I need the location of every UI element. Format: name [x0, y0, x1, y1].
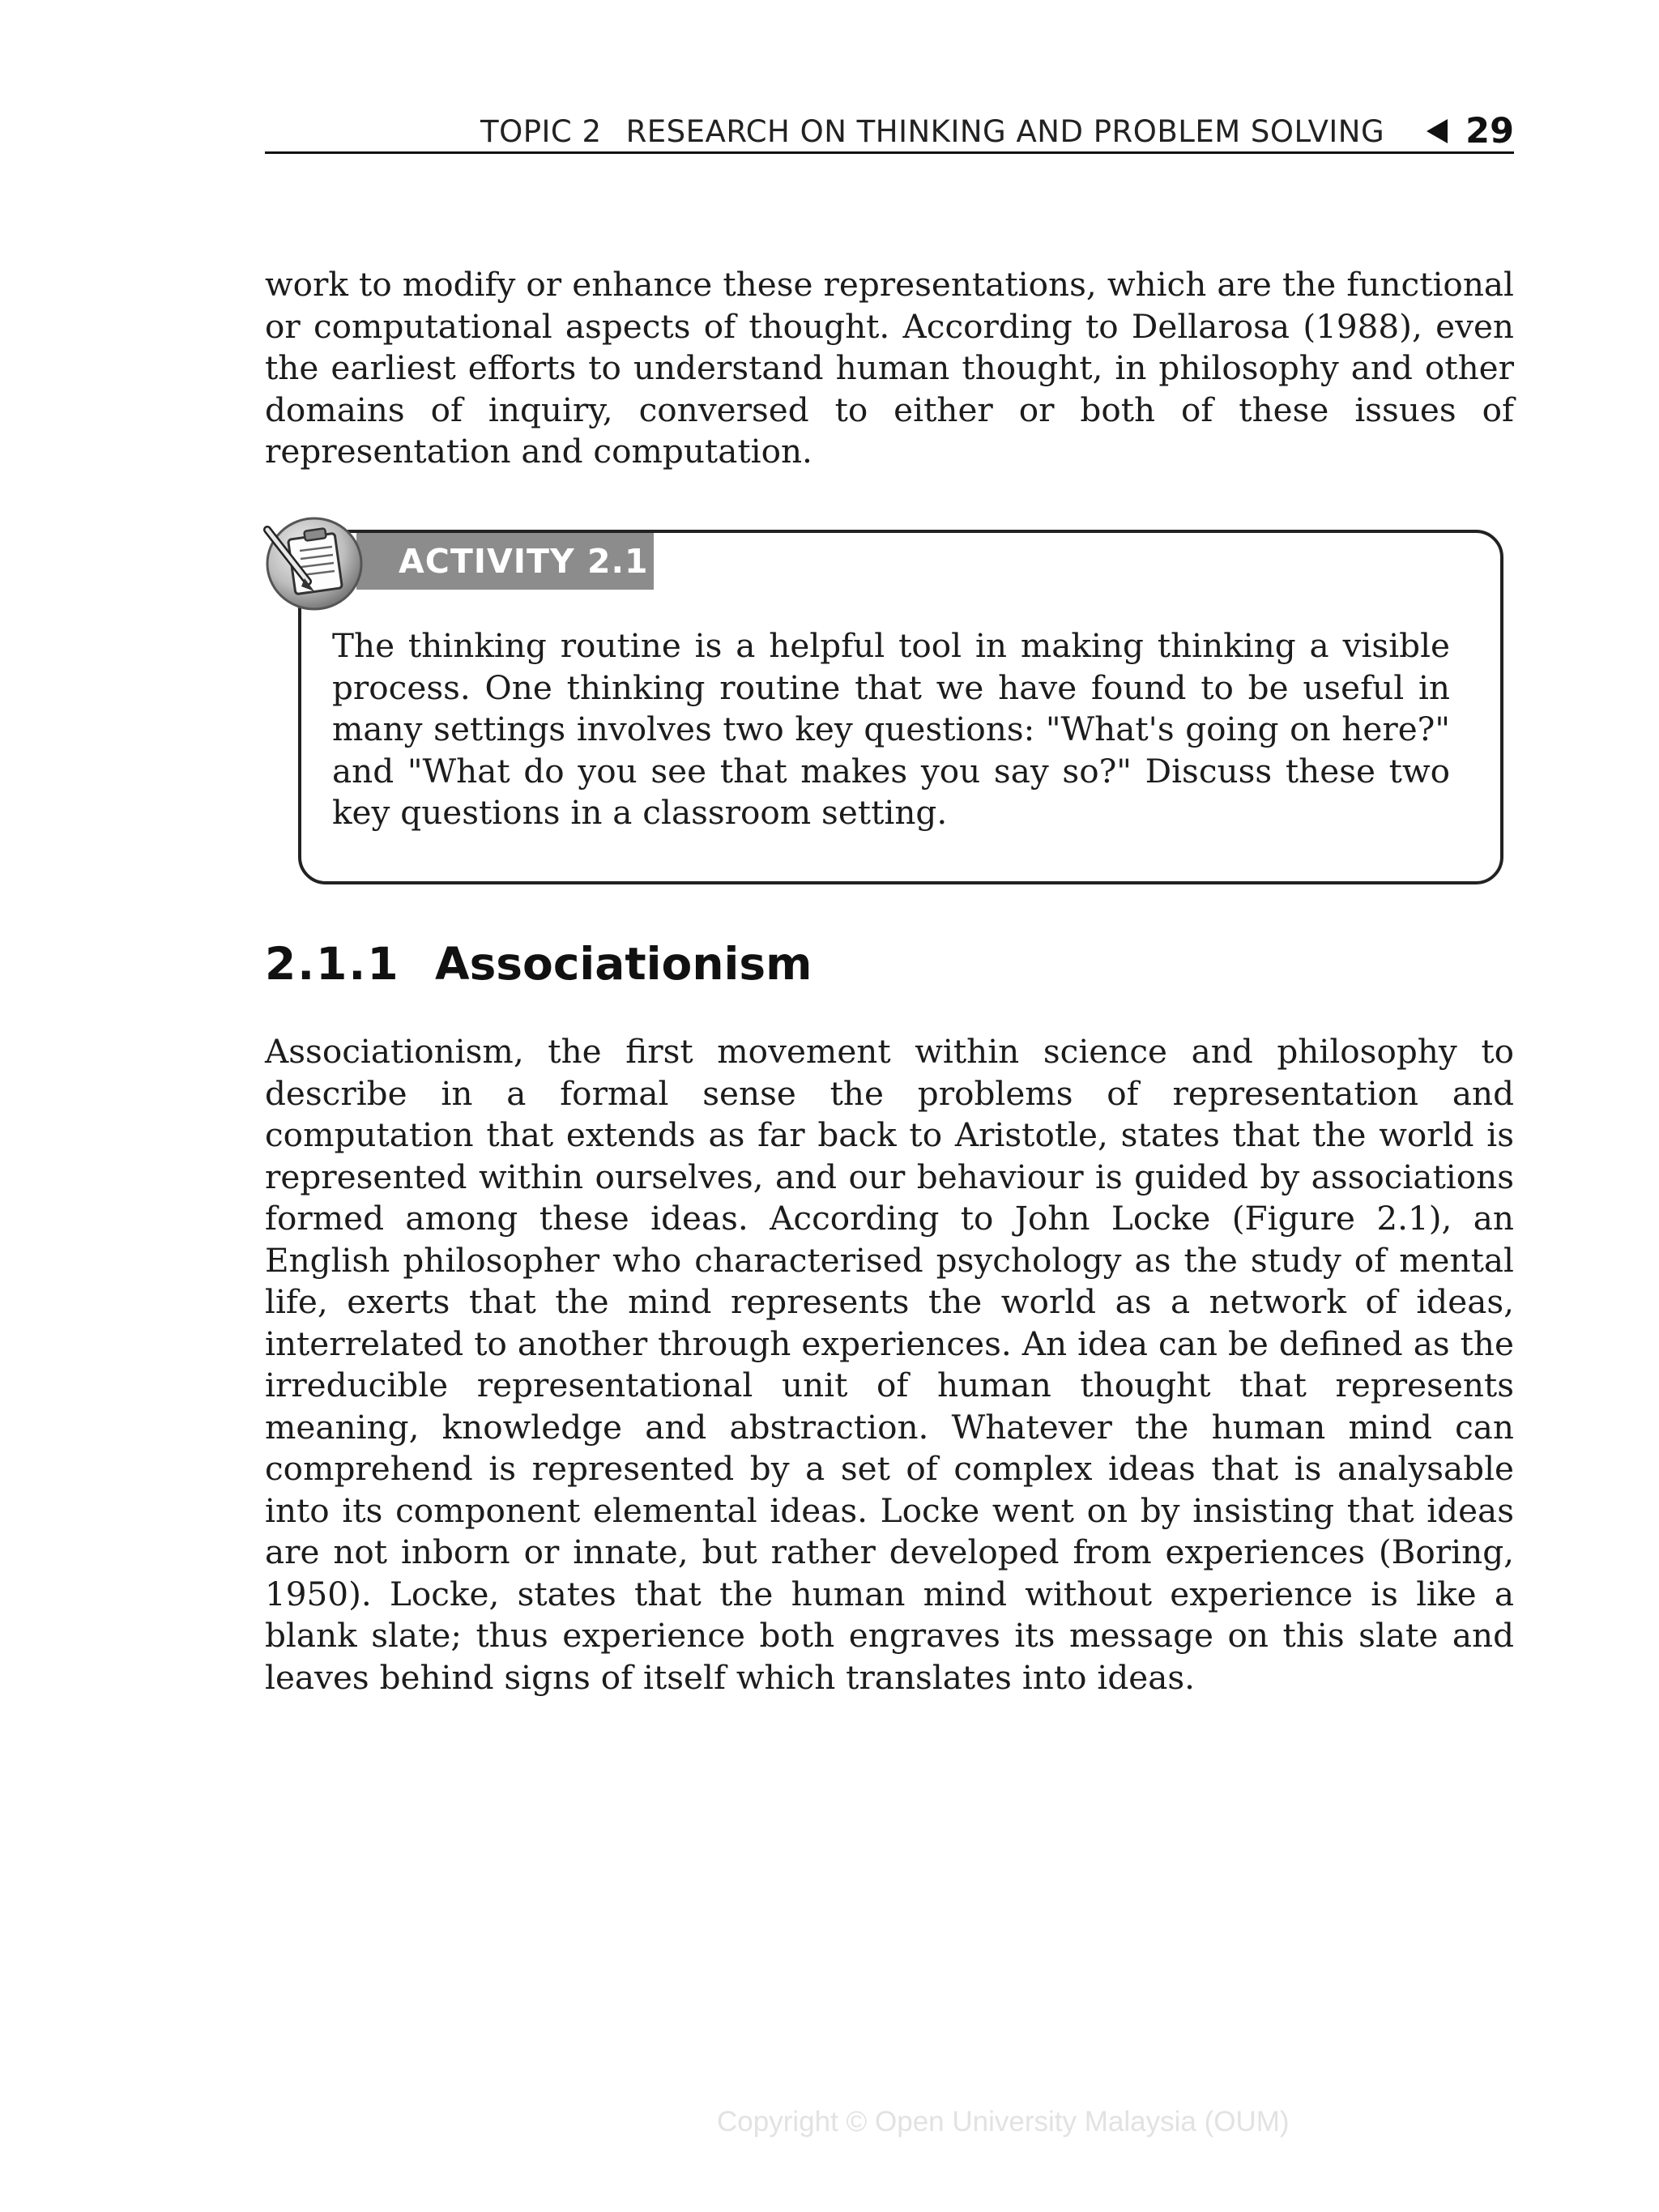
intro-paragraph: work to modify or enhance these representations, which are the functional or computational aspects of thought. According to Dellarosa (1988), even the earliest efforts to understand human thought, in philosophy and other domains of inquiry, conversed to either or both of these issues of representation and computation. — [265, 265, 1514, 471]
section-heading — [265, 938, 812, 990]
body-paragraph: Associationism, the first movement within science and philosophy to describe in a formal sense the problems of representation and computation that extends as far back to Aristotle, states that the world is represented within ourselves, and our behaviour is guided by associations formed among these ideas. According to John Locke (Figure 2.1), an English philosopher who characterised psychology as the study of mental life, exerts that the mind represents the world as a network of ideas, interrelated to another through experiences. An idea can be defined as the irreducible representational unit of human thought that represents meaning, knowledge and abstraction. Whatever the human mind can comprehend is represented by a set of complex ideas that is analysable into its component elemental ideas. Locke went on by insisting that ideas are not inborn or innate, but rather developed from experiences (Boring, 1950). Locke, states that the human mind without experience is like a blank slate; thus experience both engraves its message on this slate and leaves behind signs of itself which translates into ideas. — [265, 1032, 1514, 1697]
page-number: 29 — [1465, 111, 1514, 151]
section-number: 2.1.1 — [265, 938, 400, 990]
copyright-footer: Copyright © Open University Malaysia (OUM) — [717, 2106, 1290, 2137]
header-title: RESEARCH ON THINKING AND PROBLEM SOLVING — [625, 114, 1385, 149]
running-header — [265, 112, 1514, 154]
activity-text: The thinking routine is a helpful tool in making thinking a visible process. One thinking routine that we have found to be useful in many settings involves two key questions: "What's going on here?" and "What do you see that makes you say so?" Discuss these two key questions in a classroom setting. — [332, 626, 1450, 832]
section-title: Associationism — [435, 938, 812, 990]
clipboard-pencil-icon — [261, 512, 370, 613]
triangle-left-icon — [1427, 119, 1448, 143]
header-topic: TOPIC 2 — [480, 114, 602, 149]
activity-label: ACTIVITY 2.1 — [356, 533, 654, 590]
